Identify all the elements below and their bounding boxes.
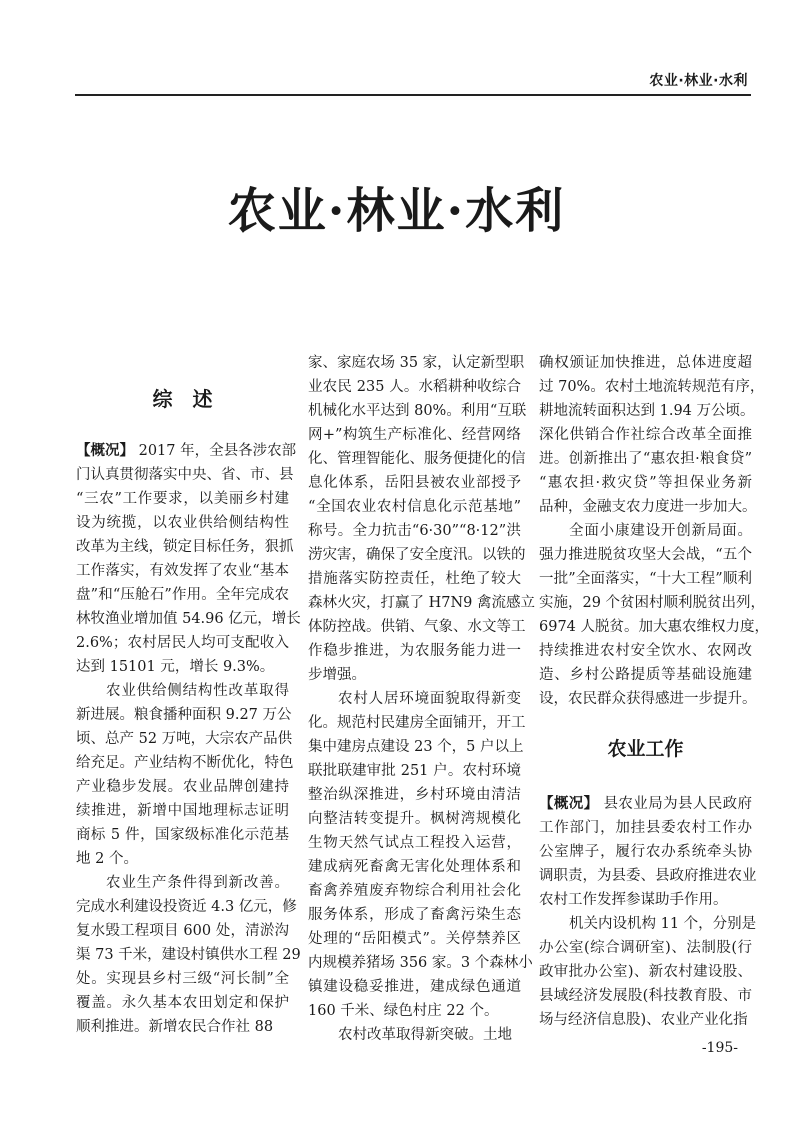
column-3 — [539, 351, 770, 1032]
overview-tag: 【概况】 — [76, 441, 134, 459]
text-line: 强力推进脱贫攻坚大会战，“五个 — [539, 547, 752, 563]
text-line: 涝灾害，确保了安全度汛。以铁的 — [308, 547, 526, 563]
text-line: 门认真贯彻落实中央、省、市、县 — [76, 466, 294, 483]
text-line: 实施，29 个贫困村顺利脱贫出列， — [539, 595, 766, 611]
text-line: 新进展。粮食播种面积 9.27 万公 — [76, 706, 292, 723]
text-line: “三农”工作要求，以美丽乡村建 — [76, 490, 289, 507]
text-line: 农业生产条件得到新改善。 — [106, 874, 289, 891]
text-line: 建成病死畜禽无害化处理体系和 — [308, 859, 521, 875]
text-line: 渠 73 千米，建设村镇供水工程 29 — [76, 946, 301, 963]
text-line: 森林火灾，打赢了 H7N9 禽流感立 — [308, 595, 536, 611]
paragraph — [308, 1023, 521, 1047]
overview-tag: 【概况】 — [539, 794, 599, 812]
text-line: 完成水利建设投资近 4.3 亿元，修 — [76, 898, 297, 915]
text-line-content: 2017 年，全县各涉农部 — [134, 442, 297, 459]
text-line: 一批”全面落实，“十大工程”顺利 — [539, 571, 752, 587]
text-line: 耕地流转面积达到 1.94 万公顷。 — [539, 403, 755, 419]
chapter-title: 农业·林业·水利 — [227, 183, 566, 239]
text-line: 息化体系，岳阳县被农业部授予 — [308, 475, 521, 491]
text-line: 工作部门，加挂县委农村工作办 — [539, 819, 752, 836]
column-1 — [76, 351, 301, 1039]
text-line: 2.6%；农村居民人均可支配收入 — [76, 634, 289, 651]
text-line — [539, 792, 752, 816]
text-line: 深化供销合作社综合改革全面推 — [539, 427, 752, 443]
text-line: “惠农担·救灾贷”等担保业务新 — [539, 475, 752, 491]
paragraph — [308, 351, 536, 687]
text-line: 联批联建审批 251 户。农村环境 — [308, 763, 521, 779]
text-line: 业农民 235 人。水稻耕种收综合 — [308, 379, 521, 395]
text-line: 复水毁工程项目 600 处，清淤沟 — [76, 922, 289, 939]
text-line: 商标 5 件，国家级标准化示范基 — [76, 826, 289, 843]
text-line: 持续推进农村安全饮水、农网改 — [539, 643, 752, 659]
text-line: 品种，金融支农力度进一步加大。 — [539, 499, 757, 515]
text-line: 顺利推进。新增农民合作社 88 — [76, 1018, 274, 1035]
column-2 — [308, 351, 536, 1047]
paragraph — [76, 871, 301, 1039]
paragraph — [539, 519, 770, 711]
section-heading: 农业工作 — [607, 738, 684, 760]
text-line: 化。规范村民建房全面铺开，开工 — [308, 715, 526, 731]
text-line: 地 2 个。 — [76, 850, 138, 867]
page-number: -195- — [701, 1040, 738, 1056]
text-line: 内规模养猪场 356 家。3 个森林小 — [308, 955, 533, 971]
text-line: 措施落实防控责任，杜绝了较大 — [308, 571, 521, 587]
text-line: 处。实现县乡村三级“河长制”全 — [76, 970, 289, 987]
text-line: 镇建设稳妥推进，建成绿色通道 — [308, 979, 521, 995]
text-line: 网+”构筑生产标准化、经营网络 — [308, 427, 521, 443]
paragraph — [539, 912, 757, 1032]
text-line: “全国农业农村信息化示范基地” — [308, 499, 521, 515]
text-line: 化、管理智能化、服务便捷化的信 — [308, 451, 526, 467]
text-line: 林牧渔业增加值 54.96 亿元，增长 — [76, 610, 301, 627]
text-line: 畜禽养殖废弃物综合利用社会化 — [308, 883, 521, 899]
text-line: 农村改革取得新突破。土地 — [338, 1027, 512, 1043]
paragraph — [308, 687, 533, 1023]
text-line-content: 县农业局为县人民政府 — [598, 795, 753, 812]
paragraph — [539, 792, 757, 912]
text-line: 续推进，新增中国地理标志证明 — [76, 802, 289, 819]
text-line: 达到 15101 元，增长 9.3%。 — [76, 658, 275, 675]
text-line: 家、家庭农场 35 家，认定新型职 — [308, 355, 525, 371]
text-line: 场与经济信息股)、农业产业化指 — [539, 1011, 748, 1028]
text-line: 集中建房点建设 23 个，5 户以上 — [308, 739, 524, 755]
text-line: 称号。全力抗击“6·30”“8·12”洪 — [308, 523, 521, 539]
text-line: 向整洁转变提升。枫树湾规模化 — [308, 811, 521, 827]
text-line: 产业稳步发展。农业品牌创建持 — [76, 778, 289, 795]
text-line: 工作落实，有效发挥了农业“基本 — [76, 562, 289, 579]
text-line: 政审批办公室)、新农村建设股、 — [539, 963, 752, 980]
paragraph — [539, 351, 765, 519]
text-line: 作稳步推进，为农服务能力进一 — [308, 643, 521, 659]
text-line — [76, 439, 297, 463]
text-line: 设为统揽，以农业供给侧结构性 — [76, 514, 289, 531]
text-line: 公室牌子，履行农办系统牵头协 — [539, 843, 752, 860]
paragraph — [76, 679, 294, 871]
text-line: 整治纵深推进，乡村环境由清洁 — [308, 787, 521, 803]
header-rule — [75, 94, 751, 96]
text-line: 生物天然气试点工程投入运营， — [308, 835, 521, 851]
text-line: 6974 人脱贫。加大惠农维权力度， — [539, 619, 770, 635]
text-line: 农业供给侧结构性改革取得 — [106, 682, 289, 699]
text-line: 进。创新推出了“惠农担·粮食贷” — [539, 451, 752, 467]
text-line: 设，农民群众获得感进一步提升。 — [539, 691, 757, 707]
text-line: 办公室(综合调研室)、法制股(行 — [539, 939, 752, 956]
text-line: 全面小康建设开创新局面。 — [569, 523, 752, 539]
text-line: 造、乡村公路提质等基础设施建 — [539, 667, 752, 683]
text-line: 覆盖。永久基本农田划定和保护 — [76, 994, 289, 1011]
text-line: 服务体系，形成了畜禽污染生态 — [308, 907, 521, 923]
text-line: 机关内设机构 11 个，分别是 — [569, 915, 757, 932]
text-line: 县域经济发展股(科技教育股、市 — [539, 987, 752, 1004]
text-line: 改革为主线，锁定目标任务，狠抓 — [76, 538, 294, 555]
text-line: 确权颁证加快推进，总体进度超 — [539, 355, 752, 371]
running-head: 农业·林业·水利 — [649, 73, 748, 89]
text-line: 顷、总产 52 万吨，大宗农产品供 — [76, 730, 293, 747]
text-line: 机械化水平达到 80%。利用“互联 — [308, 403, 527, 419]
section-heading: 综 述 — [152, 386, 213, 411]
text-line: 农村人居环境面貌取得新变 — [338, 691, 521, 707]
paragraph — [76, 439, 301, 679]
text-line: 农村工作发挥参谋助手作用。 — [539, 891, 728, 908]
text-line: 给充足。产业结构不断优化，特色 — [76, 754, 294, 771]
text-line: 盘”和“压舱石”作用。全年完成农 — [76, 586, 289, 603]
text-line: 步增强。 — [308, 667, 366, 683]
text-line: 处理的“岳阳模式”。关停禁养区 — [308, 931, 521, 947]
text-line: 160 千米、绿色村庄 22 个。 — [308, 1003, 499, 1019]
text-line: 体防控战。供销、气象、水文等工 — [308, 619, 526, 635]
text-line: 调职责，为县委、县政府推进农业 — [539, 867, 757, 884]
text-line: 过 70%。农村土地流转规范有序， — [539, 379, 765, 395]
